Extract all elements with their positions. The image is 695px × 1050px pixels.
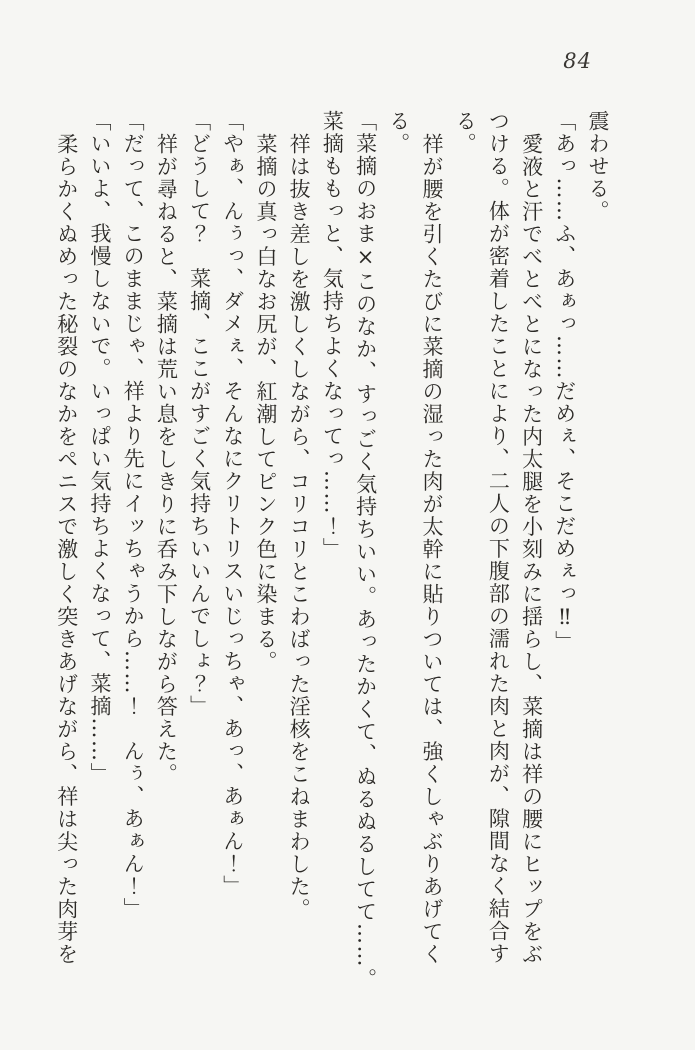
text-column: 「菜摘のおま×このなか、すっごく気持ちいい。あったかくて、ぬるぬるしてて……。: [353, 110, 378, 991]
text-column: 「どうして？ 菜摘、ここがすごく気持ちいいんでしょ？」: [187, 110, 212, 718]
text-column: 菜摘ももっと、気持ちよくなってっ……！」: [320, 110, 345, 560]
page-number: 84: [563, 49, 592, 73]
text-column: 「だって、このままじゃ、祥より先にイッちゃうから……！ んぅ、あぁん！」: [121, 110, 146, 920]
text-column: 「いいよ、我慢しないで。いっぱい気持ちよくなって、菜摘……」: [87, 110, 112, 785]
text-column: 菜摘の真っ白なお尻が、紅潮してピンク色に染まる。: [253, 132, 278, 673]
text-column: つける。体が密着したことにより、二人の下腹部の濡れた肉と肉が、隙間なく結合す: [486, 110, 511, 965]
text-column: 祥が腰を引くたびに菜摘の湿った肉が太幹に貼りついては、強くしゃぶりあげてく: [419, 132, 444, 965]
text-column: 愛液と汗でべとべとになった内太腿を小刻みに揺らし、菜摘は祥の腰にヒップをぶ: [519, 132, 544, 965]
text-column: る。: [386, 110, 411, 155]
text-column: 「やぁ、んぅっ、ダメぇ、そんなにクリトリスいじっちゃ、あっ、あぁん！」: [220, 110, 245, 898]
text-column: る。: [453, 110, 478, 155]
text-column: 「あっ……ふ、あぁっ……だめぇ、そこだめぇっ‼」: [552, 110, 577, 653]
text-column: 震わせる。: [586, 110, 610, 223]
text-column: 祥が尋ねると、菜摘は荒い息をしきりに呑み下しながら答えた。: [154, 132, 179, 785]
text-column: 祥は抜き差しを激しくしながら、コリコリとこわばった淫核をこねまわした。: [287, 132, 312, 920]
text-block: [50, 110, 614, 991]
text-column: 柔らかくぬめった秘裂のなかをペニスで激しく突きあげながら、祥は尖った肉芽を: [54, 132, 79, 965]
